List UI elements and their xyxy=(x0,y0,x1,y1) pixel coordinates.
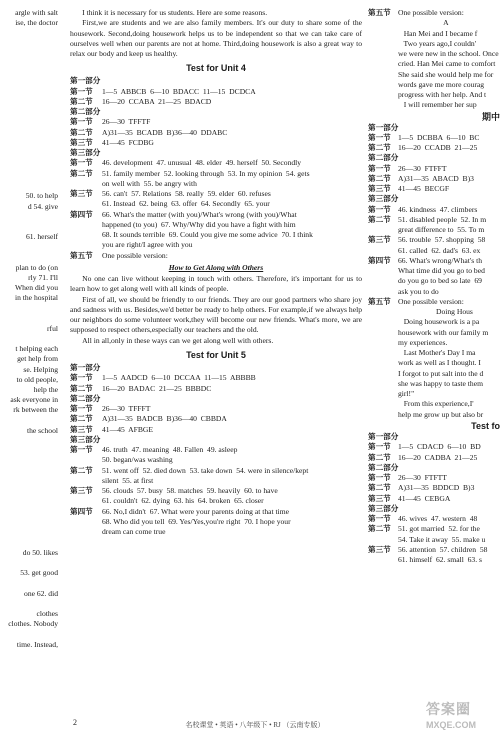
answer-line xyxy=(368,174,500,184)
answer-line xyxy=(368,235,500,245)
watermark-logo xyxy=(426,700,496,732)
middle-column xyxy=(70,0,362,537)
left-fragment-line: the school xyxy=(26,425,58,435)
answer-line xyxy=(70,384,362,394)
answer-line xyxy=(368,143,500,153)
watermark-bottom: MXQE.COM xyxy=(426,719,477,730)
left-fragment-line xyxy=(0,49,58,59)
left-fragment-line xyxy=(0,110,58,120)
answer-line xyxy=(368,328,500,338)
answer-text: 50. began/was washing xyxy=(102,455,173,465)
left-fragment-line: to old people, xyxy=(16,374,58,384)
section-label: 第一节 xyxy=(368,132,391,142)
answer-text: 1—5 AADCD 6—10 DCCAA 11—15 ABBBB xyxy=(102,373,256,383)
next-test-part1-label: 第一部分 xyxy=(368,432,399,442)
answer-text: work as well as I thought. I xyxy=(398,358,481,368)
answer-text: One possible version: xyxy=(102,250,168,260)
section-label: 第一节 xyxy=(368,163,391,173)
left-fragment-line xyxy=(0,39,58,49)
answer-line xyxy=(368,358,500,368)
answer-text: dream can come true xyxy=(102,527,166,537)
left-fragment-line xyxy=(0,140,58,150)
answer-text: 61. Instead 62. being 63. offer 64. Secondly 65. your xyxy=(102,199,270,209)
unit5-title: Test for Unit 5 xyxy=(186,349,246,360)
answer-line xyxy=(70,435,362,445)
answer-text: 16—20 CCABA 21—25 BDACD xyxy=(102,96,212,106)
section-label: 第一节 xyxy=(368,514,391,524)
answer-text: 41—45 FCDBG xyxy=(102,137,154,147)
answer-text: 26—30 FTFTT xyxy=(398,473,447,483)
section-label: 第三节 xyxy=(70,137,93,147)
answer-line xyxy=(368,39,500,49)
answer-text: Two years ago,I couldn' xyxy=(398,38,477,48)
midterm-heading: 期中 xyxy=(481,111,500,122)
section-label: 第一节 xyxy=(368,204,391,214)
answer-text: I will remember her sup xyxy=(398,100,477,110)
answer-line xyxy=(70,466,362,476)
unit5-part1-label: 第一部分 xyxy=(70,363,101,373)
answer-line xyxy=(368,442,500,452)
left-fragment-line xyxy=(0,416,58,426)
answer-line xyxy=(368,276,500,286)
answer-text: 16—20 CADBA 21—25 xyxy=(398,452,478,462)
answer-line xyxy=(368,514,500,524)
section-label: 第二部分 xyxy=(70,393,101,403)
section-label: 第一节 xyxy=(368,442,391,452)
section-label: 第一节 xyxy=(70,404,93,414)
left-fragment-line xyxy=(0,334,58,344)
unit4-answer-block xyxy=(70,87,362,261)
answer-line xyxy=(368,246,500,256)
left-fragment-line xyxy=(0,466,58,476)
answer-text: 41—45 AFBGE xyxy=(102,424,154,434)
answer-text: 66. What's wrong/What's th xyxy=(398,255,483,265)
left-fragment-line xyxy=(0,171,58,181)
section-label: 第一节 xyxy=(70,373,93,383)
answer-text: 46. truth 47. meaning 48. Fallen 49. asleep xyxy=(102,445,238,455)
section-label: 第二节 xyxy=(368,173,391,183)
left-fragment-line: ask everyone in xyxy=(10,395,58,405)
left-fragment-line: plan to do (on xyxy=(15,262,58,272)
answer-line xyxy=(368,194,500,204)
answer-text: One possible version: xyxy=(398,8,464,17)
answer-line xyxy=(368,297,500,307)
unit4-title: Test for Unit 4 xyxy=(186,63,246,74)
left-fragment-line xyxy=(0,487,58,497)
answer-line xyxy=(368,287,500,297)
next-test-heading: Test fo xyxy=(471,420,500,431)
section-label: 第一节 xyxy=(70,445,93,455)
answer-text: 51. got married 52. for the xyxy=(398,524,480,534)
left-fragment-line: 50. to help xyxy=(25,191,58,201)
answer-line xyxy=(368,215,500,225)
answer-line xyxy=(368,49,500,59)
left-fragment-line: help the xyxy=(33,384,58,394)
section-label: 第四节 xyxy=(368,255,391,265)
answer-text: 46. wives 47. western 48 xyxy=(398,514,478,524)
answer-line xyxy=(70,251,362,261)
left-fragment-line: se. Helping xyxy=(23,364,58,374)
answer-text: 1—5 CDACD 6—10 BD xyxy=(398,442,481,452)
answer-text: 66. What's the matter (with you)/What's wrong (with you)/What xyxy=(102,209,297,219)
answer-line xyxy=(368,524,500,534)
answer-line xyxy=(368,399,500,409)
left-fragment-line xyxy=(0,579,58,589)
left-fragment-line xyxy=(0,303,58,313)
left-fragment-line xyxy=(0,120,58,130)
answer-line xyxy=(368,153,500,163)
section-label: 第二节 xyxy=(368,452,391,462)
answer-line xyxy=(368,133,500,143)
answer-line xyxy=(368,555,500,565)
section-label: 第二节 xyxy=(368,524,391,534)
section-label: 第一节 xyxy=(368,473,391,483)
answer-text: 51. disabled people 52. In m xyxy=(398,214,487,224)
left-fragment-line xyxy=(0,253,58,263)
answer-line xyxy=(368,59,500,69)
answer-text: One possible version: xyxy=(398,296,464,306)
answer-text: 51. family member 52. looking through 53. In my opinion 54. gets xyxy=(102,168,310,178)
answer-text: 1—5 ABBCB 6—10 BDACC 11—15 DCDCA xyxy=(102,86,256,96)
answer-line xyxy=(368,225,500,235)
section-label: 第二部分 xyxy=(368,462,399,472)
answer-line xyxy=(70,486,362,496)
answer-text: Han Mei and I became f xyxy=(398,28,478,38)
answer-line xyxy=(368,379,500,389)
answer-text: housework with our family m xyxy=(398,327,489,337)
answer-text: 46. development 47. unusual 48. elder 49. herself 50. Secondly xyxy=(102,158,302,168)
left-fragment-line: do 50. likes xyxy=(22,547,58,557)
answer-text: great difference to 55. To m xyxy=(398,225,485,235)
answer-line xyxy=(368,494,500,504)
answer-text: 68. Who did you tell 69. Yes/Yes,you're right 70. I hope your xyxy=(102,516,291,526)
left-fragment-line xyxy=(0,90,58,100)
section-label: 第二节 xyxy=(70,127,93,137)
answer-text: 56. attention 57. children 58 xyxy=(398,544,488,554)
answer-line xyxy=(70,169,362,179)
section-label: 第四节 xyxy=(70,209,93,219)
answer-text: She said she would help me for xyxy=(398,69,494,79)
left-fragment-line: time. Instead, xyxy=(16,639,58,649)
answer-line xyxy=(70,240,362,250)
left-fragment-line xyxy=(0,79,58,89)
left-fragment-line xyxy=(0,151,58,161)
answer-line xyxy=(70,148,362,158)
answer-text: 16—20 BADAC 21—25 BBBDC xyxy=(102,383,212,393)
answer-text: 68. It sounds terrible 69. Could you give me some advice 70. I think xyxy=(102,230,313,240)
answer-text: 46. kindness 47. climbers xyxy=(398,204,478,214)
section-label: 第二节 xyxy=(70,168,93,178)
left-fragment-line xyxy=(0,100,58,110)
right-bottom-block xyxy=(368,442,500,565)
answer-line xyxy=(70,199,362,209)
section-label: 第二部分 xyxy=(70,107,101,117)
section-label: 第四节 xyxy=(70,506,93,516)
answer-line xyxy=(368,205,500,215)
answer-text: happened (to you) 67. Why/Why did you have a fight with him xyxy=(102,219,296,229)
left-fragment-line xyxy=(0,629,58,639)
left-fragment-line xyxy=(0,161,58,171)
answer-line xyxy=(70,128,362,138)
answer-text: ask you to do xyxy=(398,286,439,296)
answer-line xyxy=(70,394,362,404)
answer-text: 41—45 CEBGA xyxy=(398,493,451,503)
answer-line xyxy=(368,90,500,100)
answer-text: 51. went off 52. died down 53. take down 54. were in silence/kept xyxy=(102,465,309,475)
answer-line xyxy=(368,164,500,174)
reason-paragraph: First,we are students and we are also family members. It's our duty to share some of the housework. Second,doing housework helps us to be independent so that we can take care of ourselves well when our parents are not at home. Third,doing housework is also a great way to relax our body and keep us healthy. xyxy=(70,18,362,58)
answer-line xyxy=(70,404,362,414)
answer-line xyxy=(368,483,500,493)
left-fragment-line: clothes. Nobody xyxy=(8,619,58,629)
answer-line xyxy=(70,414,362,424)
intro-line: I think it is necessary for us students. Here are some reasons. xyxy=(82,8,268,17)
left-fragment-line: ise, the doctor xyxy=(15,18,58,28)
answer-text: I forgot to put salt into the d xyxy=(398,368,484,378)
left-fragment-line: 53. get good xyxy=(20,568,58,578)
answer-line xyxy=(70,210,362,220)
left-fragment-line xyxy=(0,314,58,324)
answer-line xyxy=(368,504,500,514)
answer-line xyxy=(70,138,362,148)
answer-line xyxy=(368,70,500,80)
answer-line xyxy=(368,100,500,110)
answer-line xyxy=(70,189,362,199)
answer-line xyxy=(368,80,500,90)
answer-text: Doing housework is a pa xyxy=(398,317,480,327)
answer-line xyxy=(368,317,500,327)
essay-paragraph: No one can live without keeping in touch with others. Therefore, it's important for us to learn how to get along well with all kinds of people. xyxy=(70,274,362,294)
left-fragment-line xyxy=(0,28,58,38)
left-fragment-line xyxy=(0,69,58,79)
left-fragment-line: rk between the xyxy=(13,405,58,415)
answer-line xyxy=(368,266,500,276)
answer-text: 61. himself 62. small 63. s xyxy=(398,555,482,565)
unit4-part1-label: 第一部分 xyxy=(70,76,101,86)
answer-line xyxy=(70,527,362,537)
section-label: 第三节 xyxy=(368,544,391,554)
answer-text: 61. called 62. dad's 63. ex xyxy=(398,245,481,255)
essay-title: How to Get Along with Others xyxy=(168,262,264,272)
section-label: 第二节 xyxy=(368,483,391,493)
answer-text: 56. trouble 57. shopping 58 xyxy=(398,235,486,245)
answer-text: we were new in the school. Once xyxy=(398,49,499,58)
section-label: 第三节 xyxy=(70,424,93,434)
section-label: 第三部分 xyxy=(70,148,101,158)
answer-line xyxy=(368,473,500,483)
answer-text: What time did you go to bed xyxy=(398,266,485,276)
answer-text: A)31—35 BCADB B)36—40 DDABC xyxy=(102,127,228,137)
answer-text: words gave me more courag xyxy=(398,79,485,89)
answer-line xyxy=(70,476,362,486)
answer-line xyxy=(368,535,500,545)
answer-text: she was happy to taste them xyxy=(398,378,483,388)
answer-line xyxy=(368,338,500,348)
left-fragment-line xyxy=(0,242,58,252)
left-fragment-line xyxy=(0,558,58,568)
answer-text: From this experience,I' xyxy=(398,399,474,409)
answer-line xyxy=(70,158,362,168)
section-label: 第一节 xyxy=(70,117,93,127)
section-label: 第三部分 xyxy=(70,434,101,444)
answer-text: A)31—35 BADCB B)36—40 CBBDA xyxy=(102,414,227,424)
answer-text: Doing Hous xyxy=(398,307,473,317)
left-column-fragment xyxy=(0,0,58,650)
unit5-answer-block xyxy=(70,373,362,537)
section-label: 第三节 xyxy=(368,184,391,194)
answer-line xyxy=(368,8,500,18)
answer-text: 41—45 BECGF xyxy=(398,184,450,194)
answer-text: cried. Han Mei came to comfort xyxy=(398,59,496,69)
section-label: 第一节 xyxy=(70,86,93,96)
left-fragment-line: 61. herself xyxy=(25,232,58,242)
answer-text: progress with her help. And t xyxy=(398,90,487,99)
section-label: 第二节 xyxy=(70,465,93,475)
answer-text: silent 55. at first xyxy=(102,475,154,485)
answer-text: Last Mother's Day I ma xyxy=(398,348,476,358)
answer-text: you are right/I agree with you xyxy=(102,240,193,250)
answer-line xyxy=(70,517,362,527)
left-fragment-line: get help from xyxy=(17,354,58,364)
answer-line xyxy=(70,220,362,230)
answer-text: A)31—35 ABACD B)3 xyxy=(398,173,474,183)
answer-text: 1—5 DCBBA 6—10 BC xyxy=(398,132,480,142)
left-fragment-line xyxy=(0,436,58,446)
section-label: 第三部分 xyxy=(368,194,399,204)
answer-line xyxy=(70,425,362,435)
left-fragment-line xyxy=(0,130,58,140)
answer-text: help me grow up but also br xyxy=(398,409,484,419)
left-fragment-line: t helping each xyxy=(15,344,58,354)
answer-line xyxy=(368,18,500,28)
left-fragment-line xyxy=(0,599,58,609)
answer-line xyxy=(368,184,500,194)
answer-line xyxy=(368,463,500,473)
answer-line xyxy=(70,230,362,240)
section-label: 第三节 xyxy=(368,235,391,245)
answer-line xyxy=(368,389,500,399)
answer-text: my experiences. xyxy=(398,337,448,347)
answer-text: 66. No,I didn't 67. What were your parents doing at that time xyxy=(102,506,290,516)
left-fragment-line: When did you xyxy=(14,283,58,293)
answer-line xyxy=(368,256,500,266)
section-label: 第三节 xyxy=(70,189,93,199)
answer-line xyxy=(70,97,362,107)
watermark-top: 答案圈 xyxy=(426,701,471,717)
answer-line xyxy=(368,348,500,358)
left-fragment-line xyxy=(0,212,58,222)
left-fragment-line xyxy=(0,456,58,466)
left-fragment-line xyxy=(0,538,58,548)
answer-text: A)31—35 BDDCD B)3 xyxy=(398,483,475,493)
answer-text: 56. clouds 57. busy 58. matches 59. heavily 60. to have xyxy=(102,486,278,496)
left-fragment-line: rful xyxy=(47,323,58,333)
section-label: 第二部分 xyxy=(368,153,399,163)
answer-line xyxy=(70,496,362,506)
section-label: 第三部分 xyxy=(368,503,399,513)
midterm-part1-label: 第一部分 xyxy=(368,122,399,132)
answer-line xyxy=(70,87,362,97)
answer-line xyxy=(70,373,362,383)
left-fragment-line xyxy=(0,59,58,69)
answer-text: 54. Take it away 55. make u xyxy=(398,534,486,544)
answer-line xyxy=(368,545,500,555)
section-label: 第五节 xyxy=(70,250,93,260)
page-number: 2 xyxy=(73,718,77,727)
answer-text: 61. couldn't 62. dying 63. his 64. broken 65. closer xyxy=(102,496,264,506)
right-column-fragment xyxy=(368,0,500,565)
section-label: 第三节 xyxy=(368,493,391,503)
answer-line xyxy=(368,307,500,317)
left-fragment-line xyxy=(0,222,58,232)
left-fragment-line xyxy=(0,477,58,487)
section-label: 第五节 xyxy=(368,8,391,17)
section-label: 第二节 xyxy=(368,214,391,224)
answer-line xyxy=(70,107,362,117)
answer-text: on well with 55. be angry with xyxy=(102,178,197,188)
answer-text: do you go to bed so late 69 xyxy=(398,276,482,286)
left-fragment-line: d 54. give xyxy=(27,201,58,211)
answer-text: 16—20 CCADB 21—25 xyxy=(398,143,478,153)
left-fragment-line xyxy=(0,497,58,507)
answer-line xyxy=(70,455,362,465)
left-fragment-line: in the hospital xyxy=(14,293,58,303)
answer-text: girl!" xyxy=(398,389,415,399)
section-label: 第二节 xyxy=(70,383,93,393)
answer-text: A xyxy=(398,18,449,28)
section-label: 第二节 xyxy=(70,96,93,106)
left-fragment-line: one 62. did xyxy=(24,588,58,598)
left-fragment-line xyxy=(0,517,58,527)
right-top-block xyxy=(368,8,500,111)
left-fragment-line xyxy=(0,528,58,538)
section-label: 第二节 xyxy=(368,143,391,153)
left-fragment-line: rly 71. I'll xyxy=(28,272,58,282)
answer-line xyxy=(368,29,500,39)
answer-text: 26—30 FTFFT xyxy=(398,163,447,173)
answer-line xyxy=(368,369,500,379)
answer-line xyxy=(368,453,500,463)
answer-line xyxy=(70,117,362,127)
left-fragment-line xyxy=(0,507,58,517)
answer-line xyxy=(70,507,362,517)
essay-paragraph: All in all,only in these ways can we get along well with others. xyxy=(82,335,274,345)
answer-line xyxy=(70,179,362,189)
page-footer: 名校课堂 • 英语 • 八年级下 • RJ （云南专版） xyxy=(185,720,325,729)
answer-line xyxy=(70,445,362,455)
left-fragment-line xyxy=(0,181,58,191)
answer-text: 26—30 TFFTF xyxy=(102,117,151,127)
section-label: 第三节 xyxy=(70,486,93,496)
right-mid-block xyxy=(368,133,500,420)
left-fragment-line: clothes xyxy=(36,609,58,619)
answer-text: 56. can't 57. Relations 58. really 59. elder 60. refuses xyxy=(102,189,271,199)
left-fragment-line xyxy=(0,446,58,456)
section-label: 第五节 xyxy=(368,296,391,306)
section-label: 第二节 xyxy=(70,414,93,424)
essay-paragraph: First of all, we should be friendly to our friends. They are our good partners who share joy and sadness with us. Besides,we'd better be ready to help others. For example,if we always help our neighbors do some volunteer work,they will become our new friends. What's more, we are supposed to respect others,especially our teachers and the old. xyxy=(70,294,362,335)
section-label: 第一节 xyxy=(70,158,93,168)
answer-line xyxy=(368,410,500,420)
answer-text: 26—30 TFFFT xyxy=(102,404,151,414)
left-fragment-line: argle with salt xyxy=(15,8,58,17)
